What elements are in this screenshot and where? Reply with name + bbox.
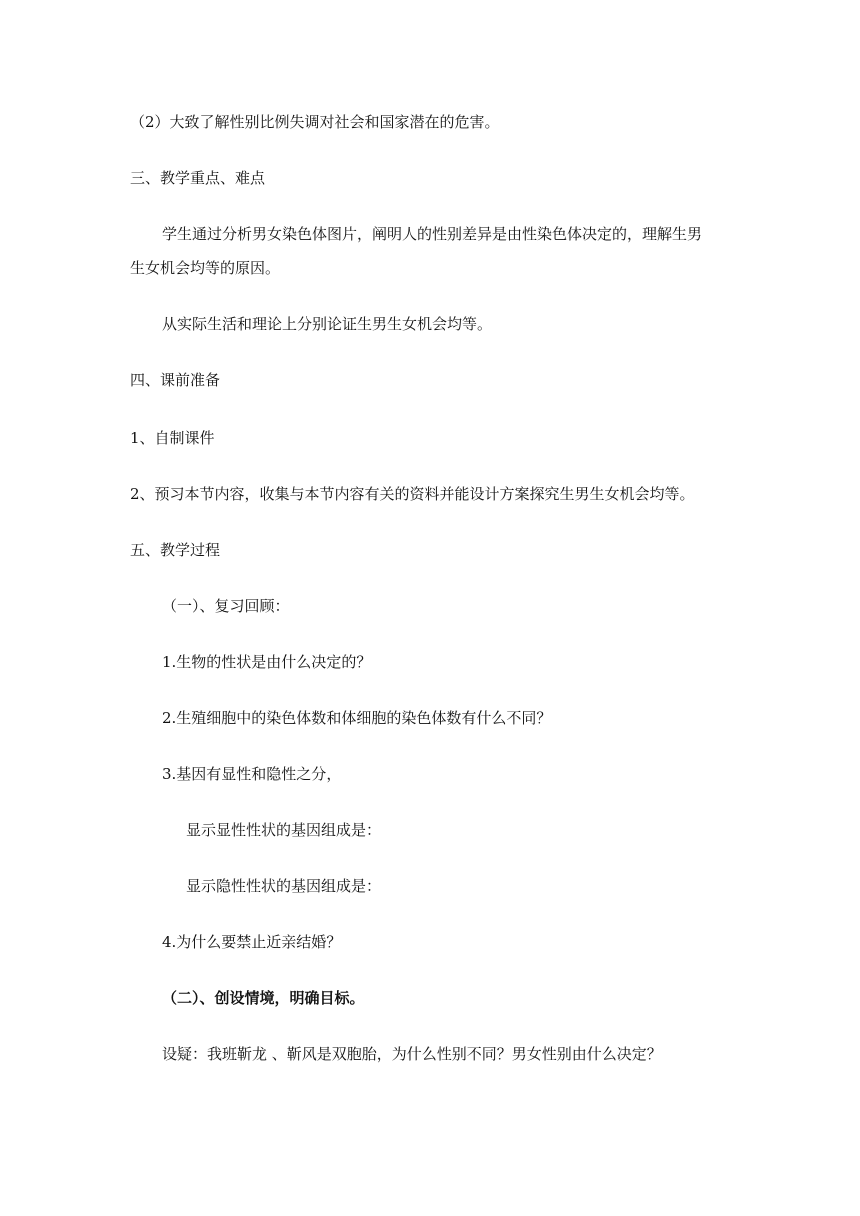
preparation-item-1: 1、自制课件 [130,429,215,447]
subsection-review: （一）、复习回顾： [162,597,290,615]
key-points-paragraph-line-2: 生女机会均等的原因。 [130,259,281,277]
scenario-question: 设疑：我班靳龙 、靳风是双胞胎，为什么性别不同？男女性别由什么决定？ [162,1045,662,1063]
preparation-item-2: 2、预习本节内容，收集与本节内容有关的资料并能设计方案探究生男生女机会均等。 [130,485,695,503]
section-heading-process: 五、教学过程 [130,541,221,559]
recessive-trait-prompt: 显示隐性性状的基因组成是： [186,877,382,895]
review-question-2: 2.生殖细胞中的染色体数和体细胞的染色体数有什么不同？ [162,709,552,727]
key-points-paragraph-line-1: 学生通过分析男女染色体图片，阐明人的性别差异是由性染色体决定的，理解生男 [162,225,703,243]
section-heading-key-points: 三、教学重点、难点 [130,169,266,187]
review-question-4: 4.为什么要禁止近亲结婚？ [162,933,342,951]
review-question-3: 3.基因有显性和隐性之分， [162,765,342,783]
dominant-trait-prompt: 显示显性性状的基因组成是： [186,821,382,839]
difficulty-paragraph: 从实际生活和理论上分别论证生男生女机会均等。 [162,315,493,333]
section-heading-preparation: 四、课前准备 [130,371,221,389]
review-question-1: 1.生物的性状是由什么决定的？ [162,653,372,671]
subsection-scenario: （二）、创设情境，明确目标。 [162,989,365,1007]
goal-item-2: （2）大致了解性别比例失调对社会和国家潜在的危害。 [130,113,500,131]
